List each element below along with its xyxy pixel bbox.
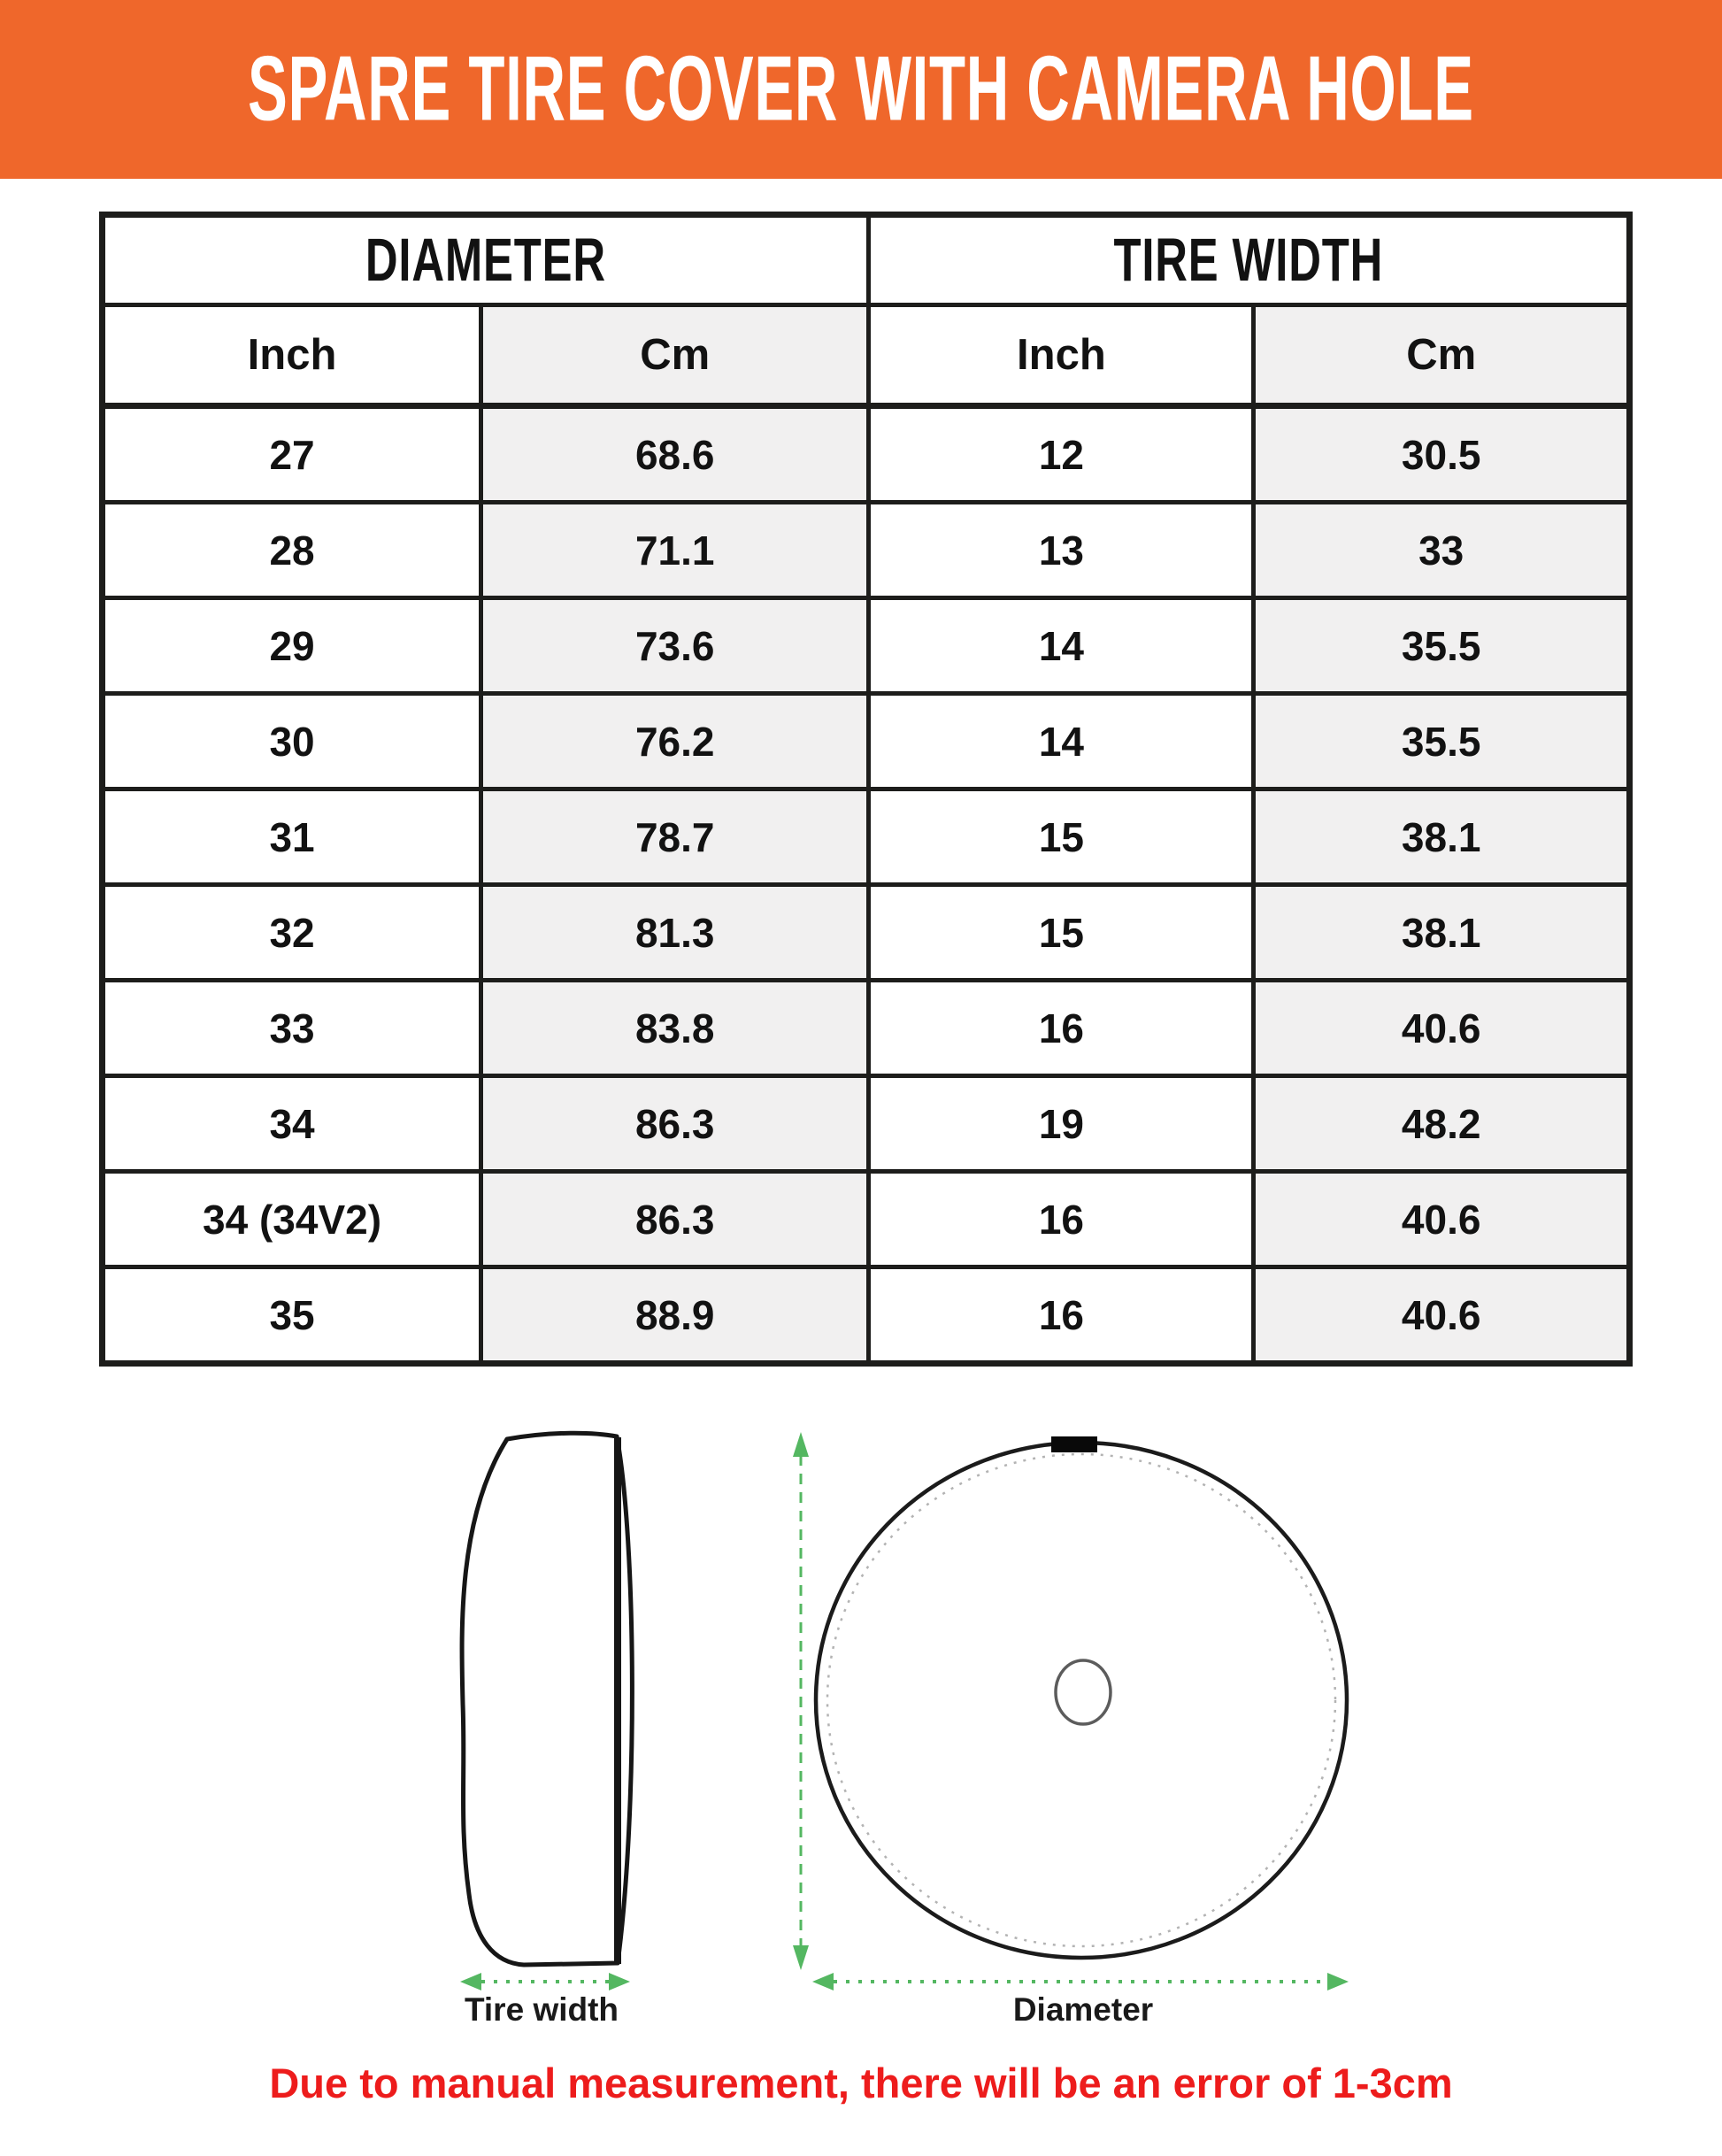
table-row <box>103 1267 1630 1364</box>
cell-width-cm: 35.5 <box>1254 598 1630 694</box>
table-row <box>103 1172 1630 1267</box>
cell-diameter-inch: 28 <box>103 503 481 598</box>
cell-diameter-inch: 34 (34V2) <box>103 1172 481 1267</box>
group-header-diameter-label: DIAMETER <box>365 227 607 294</box>
front-view-diagram <box>816 1436 1347 1958</box>
measurement-diagrams <box>372 1407 1434 2027</box>
column-header-row <box>103 305 1630 406</box>
cell-diameter-inch: 29 <box>103 598 481 694</box>
table-row <box>103 789 1630 885</box>
col-header-width-cm: Cm <box>1254 305 1630 406</box>
measurement-disclaimer: Due to manual measurement, there will be an error of 1-3cm <box>269 2060 1453 2106</box>
group-header-tire-width <box>869 215 1630 305</box>
cell-diameter-inch: 32 <box>103 885 481 981</box>
cell-width-inch: 13 <box>869 503 1254 598</box>
table-row <box>103 503 1630 598</box>
diameter-label: Diameter <box>1012 1991 1154 2028</box>
cell-diameter-cm: 68.6 <box>481 406 869 503</box>
group-header-diameter <box>103 215 869 305</box>
table-row <box>103 981 1630 1076</box>
table-row <box>103 598 1630 694</box>
cell-width-inch: 14 <box>869 598 1254 694</box>
page-title: SPARE TIRE COVER WITH CAMERA HOLE <box>248 37 1474 141</box>
cell-width-inch: 19 <box>869 1076 1254 1172</box>
cell-width-cm: 40.6 <box>1254 981 1630 1076</box>
table-row <box>103 885 1630 981</box>
cell-diameter-cm: 83.8 <box>481 981 869 1076</box>
banner <box>0 0 1722 179</box>
cell-width-cm: 38.1 <box>1254 789 1630 885</box>
side-view-diagram <box>462 1433 632 1965</box>
cell-diameter-cm: 86.3 <box>481 1172 869 1267</box>
side-view-outline <box>462 1433 632 1965</box>
cell-width-cm: 40.6 <box>1254 1172 1630 1267</box>
cell-diameter-inch: 35 <box>103 1267 481 1364</box>
diameter-arrow <box>812 1973 1349 1990</box>
cell-width-cm: 30.5 <box>1254 406 1630 503</box>
cell-diameter-cm: 78.7 <box>481 789 869 885</box>
group-header-tire-width-label: TIRE WIDTH <box>1113 227 1384 294</box>
cell-diameter-cm: 73.6 <box>481 598 869 694</box>
group-header-row <box>103 215 1630 305</box>
cell-diameter-inch: 30 <box>103 694 481 789</box>
top-strap-marker <box>1051 1436 1097 1452</box>
col-header-width-inch: Inch <box>869 305 1254 406</box>
cell-width-cm: 40.6 <box>1254 1267 1630 1364</box>
camera-hole <box>1056 1660 1111 1724</box>
cell-diameter-cm: 88.9 <box>481 1267 869 1364</box>
cell-diameter-inch: 33 <box>103 981 481 1076</box>
cell-width-cm: 33 <box>1254 503 1630 598</box>
cell-diameter-inch: 31 <box>103 789 481 885</box>
cell-diameter-cm: 86.3 <box>481 1076 869 1172</box>
cell-width-inch: 15 <box>869 789 1254 885</box>
col-header-diameter-cm: Cm <box>481 305 869 406</box>
vertical-diameter-arrow <box>793 1432 809 1970</box>
table-row <box>103 406 1630 503</box>
cell-width-inch: 14 <box>869 694 1254 789</box>
cell-diameter-inch: 27 <box>103 406 481 503</box>
tire-width-label: Tire width <box>464 1991 619 2028</box>
cell-width-inch: 16 <box>869 981 1254 1076</box>
tire-width-arrow <box>460 1973 630 1990</box>
cell-diameter-cm: 76.2 <box>481 694 869 789</box>
cell-width-cm: 38.1 <box>1254 885 1630 981</box>
cell-width-inch: 12 <box>869 406 1254 503</box>
cell-width-cm: 35.5 <box>1254 694 1630 789</box>
cell-width-cm: 48.2 <box>1254 1076 1630 1172</box>
table-row <box>103 1076 1630 1172</box>
size-chart-table <box>99 212 1633 1367</box>
cell-width-inch: 16 <box>869 1172 1254 1267</box>
table-row <box>103 694 1630 789</box>
cell-width-inch: 15 <box>869 885 1254 981</box>
cell-width-inch: 16 <box>869 1267 1254 1364</box>
cell-diameter-cm: 71.1 <box>481 503 869 598</box>
col-header-diameter-inch: Inch <box>103 305 481 406</box>
cell-diameter-cm: 81.3 <box>481 885 869 981</box>
cell-diameter-inch: 34 <box>103 1076 481 1172</box>
